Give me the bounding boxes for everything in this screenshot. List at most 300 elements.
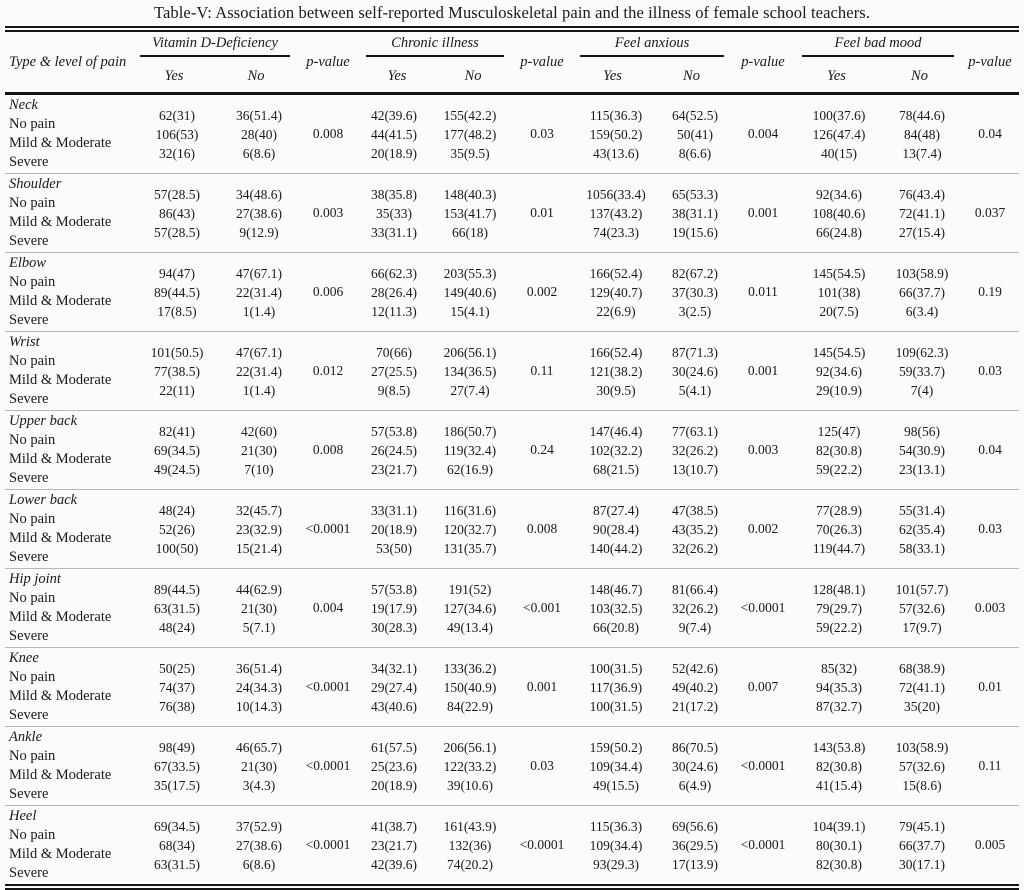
cell-value: 155(42.2) (443, 107, 497, 123)
yes-no-subheader (795, 63, 961, 92)
value-cell (429, 106, 511, 163)
cell-value: 13(7.4) (902, 145, 942, 161)
cell-value: 101(57.7) (895, 581, 949, 597)
cell-value: 9(8.5) (377, 382, 411, 398)
value-cell (795, 738, 883, 795)
cell-value: 30(24.6) (671, 758, 719, 774)
value-cell (221, 738, 297, 795)
cell-value: 93(29.3) (592, 856, 640, 872)
cell-value: 126(47.4) (812, 126, 866, 142)
pain-row-labels (5, 412, 133, 488)
p-value-cell: <0.0001 (305, 679, 351, 694)
cell-value: 19(17.9) (370, 600, 418, 616)
value-cell (133, 264, 221, 321)
cell-value: 20(18.9) (370, 521, 418, 537)
cell-value: 84(48) (904, 126, 940, 142)
cell-value: 68(34) (159, 837, 195, 853)
cell-value: 68(38.9) (898, 660, 946, 676)
cell-value: 50(25) (159, 660, 195, 676)
value-cell (221, 422, 297, 479)
cell-value: 42(60) (241, 423, 277, 439)
pain-level-label: Mild & Moderate (9, 609, 112, 625)
cell-value: 30(24.6) (671, 363, 719, 379)
cell-value: 81(66.4) (671, 581, 719, 597)
col-group-vitamin-d-deficiency (133, 32, 297, 92)
cell-value: 5(4.1) (678, 382, 712, 398)
value-cell (133, 343, 221, 400)
cell-value: 59(22.2) (815, 461, 863, 477)
cell-value: 30(9.5) (596, 382, 636, 398)
p-value-cell: 0.006 (312, 284, 344, 299)
pain-level-label: Severe (9, 233, 49, 249)
pain-section (5, 252, 1019, 331)
cell-value: 117(36.9) (589, 679, 643, 695)
value-cell (133, 817, 221, 874)
cell-value: 26(24.5) (370, 442, 418, 458)
p-value-cell: 0.005 (974, 837, 1006, 852)
cell-value: 8(6.6) (678, 145, 712, 161)
cell-value: 6(3.4) (905, 303, 939, 319)
value-cell (659, 817, 731, 874)
cell-value: 177(48.2) (443, 126, 497, 142)
cell-value: 17(8.5) (157, 303, 197, 319)
pain-level-label: No pain (9, 353, 56, 369)
yes-no-subheader (573, 63, 731, 92)
cell-value: 90(28.4) (592, 521, 640, 537)
pain-level-label: Mild & Moderate (9, 846, 112, 862)
col-header-yes: Yes (603, 68, 622, 84)
col-header-no: No (683, 68, 700, 84)
cell-value: 131(35.7) (443, 540, 497, 556)
table-header (5, 32, 1019, 92)
p-value-cell: <0.0001 (305, 521, 351, 536)
cell-value: 145(54.5) (812, 344, 866, 360)
cell-value: 125(47) (817, 423, 861, 439)
value-cell (883, 264, 961, 321)
cell-value: 85(32) (821, 660, 857, 676)
cell-value: 25(23.6) (370, 758, 418, 774)
cell-value: 29(10.9) (815, 382, 863, 398)
cell-value: 84(22.9) (446, 698, 494, 714)
bottom-rule (5, 884, 1019, 890)
cell-value: 159(50.2) (589, 739, 643, 755)
pain-row-labels (5, 491, 133, 567)
cell-value: 12(11.3) (371, 303, 417, 319)
cell-value: 47(67.1) (235, 344, 283, 360)
p-value-cell: 0.03 (530, 126, 554, 141)
cell-value: 27(15.4) (898, 224, 946, 240)
cell-value: 20(18.9) (370, 777, 418, 793)
group-title: Vitamin D-Deficiency (140, 35, 290, 57)
p-value-cell: 0.008 (526, 521, 558, 536)
col-header-no: No (247, 68, 265, 84)
value-cell (221, 106, 297, 163)
cell-value: 48(24) (159, 619, 195, 635)
pain-section (5, 489, 1019, 568)
cell-value: 35(17.5) (153, 777, 201, 793)
pain-level-label: No pain (9, 590, 56, 606)
table-body (5, 95, 1019, 884)
cell-value: 82(30.8) (815, 856, 863, 872)
value-cell (359, 659, 429, 716)
p-value-cell: 0.01 (530, 205, 554, 220)
cell-value: 145(54.5) (812, 265, 866, 281)
cell-value: 121(38.2) (589, 363, 643, 379)
value-cell (795, 659, 883, 716)
cell-value: 6(8.6) (242, 856, 276, 872)
cell-value: 115(36.3) (589, 107, 643, 123)
value-cell (883, 738, 961, 795)
cell-value: 27(38.6) (235, 837, 283, 853)
cell-value: 108(40.6) (812, 205, 866, 221)
p-value-cell: 0.001 (747, 363, 779, 378)
cell-value: 37(30.3) (671, 284, 719, 300)
cell-value: 57(28.5) (153, 186, 201, 202)
p-value-cell: <0.001 (523, 600, 561, 615)
cell-value: 82(30.8) (815, 758, 863, 774)
cell-value: 15(4.1) (450, 303, 490, 319)
cell-value: 62(35.4) (898, 521, 946, 537)
col-header-p-value: p-value (520, 53, 564, 70)
pain-type-label: Hip joint (9, 571, 61, 587)
value-cell (429, 501, 511, 558)
cell-value: 21(30) (241, 758, 277, 774)
cell-value: 44(62.9) (235, 581, 283, 597)
col-group-feel-anxious (573, 32, 731, 92)
cell-value: 150(40.9) (443, 679, 497, 695)
value-cell (133, 738, 221, 795)
col-header-yes: Yes (827, 68, 846, 84)
p-value-cell: 0.011 (748, 284, 778, 299)
cell-value: 49(24.5) (153, 461, 201, 477)
cell-value: 69(56.6) (671, 818, 719, 834)
cell-value: 159(50.2) (589, 126, 643, 142)
p-value-cell: 0.002 (747, 521, 779, 536)
value-cell (883, 501, 961, 558)
cell-value: 122(33.2) (443, 758, 497, 774)
value-cell (359, 580, 429, 637)
cell-value: 57(53.8) (370, 581, 418, 597)
pain-type-label: Lower back (9, 492, 78, 508)
cell-value: 66(37.7) (898, 837, 946, 853)
cell-value: 37(52.9) (235, 818, 283, 834)
cell-value: 42(39.6) (370, 856, 418, 872)
p-value-cell: 0.004 (312, 600, 344, 615)
cell-value: 115(36.3) (589, 818, 643, 834)
cell-value: 7(10) (244, 461, 274, 477)
col-header-no: No (464, 68, 482, 84)
pain-level-label: Severe (9, 312, 49, 328)
value-cell (573, 264, 659, 321)
cell-value: 1(1.4) (242, 382, 276, 398)
cell-value: 24(34.3) (235, 679, 283, 695)
value-cell (429, 422, 511, 479)
pain-level-label: Mild & Moderate (9, 767, 112, 783)
pain-type-label: Elbow (9, 255, 47, 271)
pain-level-label: Severe (9, 391, 49, 407)
value-cell (573, 343, 659, 400)
cell-value: 80(30.1) (815, 837, 863, 853)
cell-value: 41(15.4) (815, 777, 863, 793)
cell-value: 127(34.6) (443, 600, 497, 616)
pain-level-label: No pain (9, 195, 56, 211)
cell-value: 94(35.3) (815, 679, 863, 695)
pain-level-label: No pain (9, 432, 56, 448)
col-header-p-value: p-value (968, 53, 1012, 70)
value-cell (221, 817, 297, 874)
cell-value: 137(43.2) (589, 205, 643, 221)
cell-value: 109(34.4) (589, 758, 643, 774)
value-cell (659, 501, 731, 558)
cell-value: 22(11) (159, 382, 195, 398)
value-cell (883, 185, 961, 242)
p-value-cell: 0.003 (312, 205, 344, 220)
value-cell (133, 422, 221, 479)
value-cell (883, 343, 961, 400)
value-cell (359, 422, 429, 479)
cell-value: 65(53.3) (671, 186, 719, 202)
cell-value: 74(20.2) (446, 856, 494, 872)
p-value-cell: 0.03 (978, 521, 1002, 536)
cell-value: 55(31.4) (898, 502, 946, 518)
cell-value: 120(32.7) (443, 521, 497, 537)
pain-type-label: Neck (9, 97, 38, 113)
value-cell (221, 264, 297, 321)
p-value-cell: 0.002 (526, 284, 558, 299)
pain-section (5, 805, 1019, 884)
cell-value: 23(13.1) (898, 461, 946, 477)
yes-no-subheader (133, 63, 297, 92)
cell-value: 35(33) (376, 205, 412, 221)
pain-level-label: Mild & Moderate (9, 688, 112, 704)
cell-value: 87(32.7) (815, 698, 863, 714)
value-cell (221, 185, 297, 242)
cell-value: 35(20) (904, 698, 940, 714)
cell-value: 35(9.5) (450, 145, 490, 161)
p-value-cell: <0.0001 (740, 600, 786, 615)
value-cell (883, 580, 961, 637)
value-cell (359, 185, 429, 242)
cell-value: 44(41.5) (370, 126, 418, 142)
cell-value: 116(31.6) (443, 502, 497, 518)
pain-type-label: Heel (9, 808, 37, 824)
cell-value: 133(36.2) (443, 660, 497, 676)
cell-value: 74(23.3) (592, 224, 640, 240)
pain-level-label: Severe (9, 786, 49, 802)
value-cell (359, 264, 429, 321)
pain-level-label: Mild & Moderate (9, 135, 112, 151)
cell-value: 30(28.3) (370, 619, 418, 635)
cell-value: 166(52.4) (589, 344, 643, 360)
cell-value: 64(52.5) (671, 107, 719, 123)
cell-value: 28(26.4) (370, 284, 418, 300)
value-cell (659, 422, 731, 479)
value-cell (429, 738, 511, 795)
cell-value: 33(31.1) (370, 502, 418, 518)
pain-section (5, 173, 1019, 252)
cell-value: 59(22.2) (815, 619, 863, 635)
cell-value: 92(34.6) (815, 186, 863, 202)
pain-level-label: No pain (9, 116, 56, 132)
p-value-cell: 0.19 (978, 284, 1002, 299)
p-value-cell: <0.0001 (305, 837, 351, 852)
cell-value: 27(38.6) (235, 205, 283, 221)
p-value-cell: 0.007 (747, 679, 779, 694)
p-value-cell: 0.001 (747, 205, 779, 220)
value-cell (573, 422, 659, 479)
cell-value: 63(31.5) (153, 600, 201, 616)
cell-value: 49(40.2) (671, 679, 719, 695)
cell-value: 153(41.7) (443, 205, 497, 221)
cell-value: 38(35.8) (370, 186, 418, 202)
cell-value: 22(31.4) (235, 363, 283, 379)
cell-value: 70(26.3) (815, 521, 863, 537)
pain-level-label: Severe (9, 470, 49, 486)
value-cell (659, 659, 731, 716)
pain-section (5, 647, 1019, 726)
p-value-cell: 0.24 (530, 442, 554, 457)
pain-row-labels (5, 175, 133, 251)
cell-value: 191(52) (448, 581, 492, 597)
cell-value: 48(24) (159, 502, 195, 518)
value-cell (659, 185, 731, 242)
cell-value: 30(17.1) (898, 856, 946, 872)
cell-value: 23(21.7) (370, 461, 418, 477)
cell-value: 3(4.3) (242, 777, 276, 793)
p-value-cell: 0.003 (974, 600, 1006, 615)
cell-value: 103(58.9) (895, 265, 949, 281)
cell-value: 61(57.5) (370, 739, 418, 755)
cell-value: 68(21.5) (592, 461, 640, 477)
cell-value: 161(43.9) (443, 818, 497, 834)
cell-value: 10(14.3) (235, 698, 283, 714)
pain-section (5, 331, 1019, 410)
value-cell (659, 264, 731, 321)
pain-level-label: No pain (9, 669, 56, 685)
cell-value: 69(34.5) (153, 818, 201, 834)
cell-value: 42(39.6) (370, 107, 418, 123)
pain-section (5, 726, 1019, 805)
cell-value: 79(45.1) (898, 818, 946, 834)
col-header-p-value: p-value (306, 53, 350, 70)
cell-value: 100(31.5) (589, 698, 643, 714)
value-cell (359, 738, 429, 795)
cell-value: 78(44.6) (898, 107, 946, 123)
cell-value: 15(8.6) (902, 777, 942, 793)
value-cell (133, 106, 221, 163)
cell-value: 52(26) (159, 521, 195, 537)
pain-section (5, 568, 1019, 647)
p-value-cell: 0.11 (978, 758, 1002, 773)
cell-value: 89(44.5) (153, 581, 201, 597)
p-value-cell: 0.012 (312, 363, 344, 378)
cell-value: 53(50) (376, 540, 412, 556)
yes-no-subheader (359, 63, 511, 92)
value-cell (429, 264, 511, 321)
p-value-cell: 0.03 (978, 363, 1002, 378)
p-value-cell: 0.001 (526, 679, 558, 694)
value-cell (429, 185, 511, 242)
pain-level-label: Severe (9, 154, 49, 170)
cell-value: 59(33.7) (898, 363, 946, 379)
p-value-cell: <0.0001 (519, 837, 565, 852)
value-cell (795, 106, 883, 163)
cell-value: 49(15.5) (592, 777, 640, 793)
pain-row-labels (5, 570, 133, 646)
p-value-cell: 0.01 (978, 679, 1002, 694)
value-cell (429, 817, 511, 874)
cell-value: 34(48.6) (235, 186, 283, 202)
cell-value: 40(15) (821, 145, 857, 161)
cell-value: 54(30.9) (898, 442, 946, 458)
pain-row-labels (5, 333, 133, 409)
cell-value: 57(28.5) (153, 224, 201, 240)
value-cell (429, 343, 511, 400)
cell-value: 76(43.4) (898, 186, 946, 202)
col-header-yes: Yes (387, 68, 407, 84)
pain-level-label: Mild & Moderate (9, 293, 112, 309)
cell-value: 89(44.5) (153, 284, 201, 300)
value-cell (429, 580, 511, 637)
cell-value: 52(42.6) (671, 660, 719, 676)
cell-value: 132(36) (448, 837, 492, 853)
cell-value: 47(67.1) (235, 265, 283, 281)
cell-value: 77(28.9) (815, 502, 863, 518)
cell-value: 7(4) (910, 382, 934, 398)
cell-value: 100(31.5) (589, 660, 643, 676)
cell-value: 36(51.4) (235, 660, 283, 676)
p-value-cell: 0.03 (530, 758, 554, 773)
cell-value: 79(29.7) (815, 600, 863, 616)
cell-value: 41(38.7) (370, 818, 418, 834)
cell-value: 186(50.7) (443, 423, 497, 439)
value-cell (573, 659, 659, 716)
value-cell (795, 817, 883, 874)
cell-value: 9(7.4) (678, 619, 712, 635)
p-value-cell: 0.04 (978, 126, 1002, 141)
cell-value: 39(10.6) (446, 777, 494, 793)
col-header-p-value: p-value (741, 53, 785, 70)
value-cell (659, 343, 731, 400)
cell-value: 43(35.2) (671, 521, 719, 537)
cell-value: 58(33.1) (898, 540, 946, 556)
cell-value: 32(45.7) (235, 502, 283, 518)
cell-value: 148(46.7) (589, 581, 643, 597)
cell-value: 98(56) (904, 423, 940, 439)
pain-type-label: Wrist (9, 334, 40, 350)
cell-value: 101(50.5) (150, 344, 204, 360)
pain-level-label: Severe (9, 628, 49, 644)
cell-value: 103(32.5) (589, 600, 643, 616)
cell-value: 128(48.1) (812, 581, 866, 597)
col-header-type-level-of-pain: Type & level of pain (9, 53, 127, 70)
cell-value: 119(32.4) (443, 442, 497, 458)
cell-value: 104(39.1) (812, 818, 866, 834)
cell-value: 92(34.6) (815, 363, 863, 379)
pain-level-label: Mild & Moderate (9, 214, 112, 230)
value-cell (359, 817, 429, 874)
cell-value: 17(13.9) (671, 856, 719, 872)
cell-value: 119(44.7) (812, 540, 866, 556)
pain-level-label: Mild & Moderate (9, 451, 112, 467)
cell-value: 20(7.5) (819, 303, 859, 319)
pain-level-label: No pain (9, 748, 56, 764)
value-cell (659, 106, 731, 163)
cell-value: 21(17.2) (671, 698, 719, 714)
cell-value: 6(4.9) (678, 777, 712, 793)
cell-value: 43(40.6) (370, 698, 418, 714)
p-value-cell: <0.0001 (740, 758, 786, 773)
